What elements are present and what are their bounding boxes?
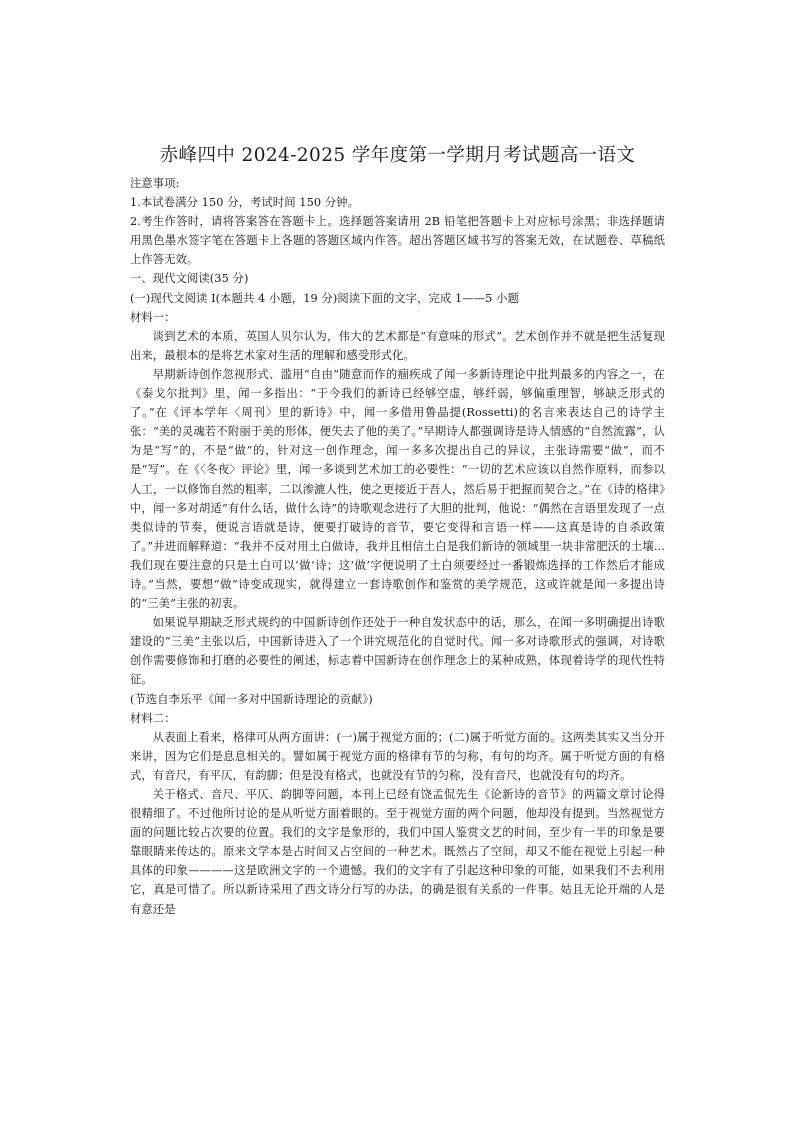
material1-label: 材料一： <box>130 310 176 324</box>
page-title: 赤峰四中 2024-2025 学年度第一学期月考试题高一语文 <box>159 145 636 166</box>
material1-paragraph: 早期新诗创作忽视形式、滥用“自由”随意而作的痼疾成了闻一多新诗理论中批判最多的内容之一，在《泰戈尔批判》里，闻一多指出：“于今我们的新诗已经够空虚，够纤弱，够偏重理智，够缺乏形式的了。”在《评本学年〈周刊〉里的新诗》中，闻一多借用鲁晶提(Rossetti)的名言来表达自己的诗学主张：“美的灵魂若不附丽于美的形体，便失去了他的美了。”早期诗人都强调诗是诗人情感的“自然流露”，认为是“写”的，不是“做”的，针对这一创作理念，闻一多多次提出自己的异议，主张诗需要“做”，而不是“写”。在《〈冬夜〉评论》里，闻一多谈到艺术加工的必要性：“一切的艺术应该以自然作原料，而参以人工，一以修饰自然的粗率，二以渗漉人性，使之更接近于吾人，然后易于把握而契合之。”在《诗的格律》中，闻一多对胡适“有什么话，做什么诗”的诗歌观念进行了大胆的批判，他说：“偶然在言语里发现了一点类似诗的节奏，便说言语就是诗，便要打破诗的音节，要它变得和言语一样——这真是诗的自杀政策了。”并进而解释道：“我并不反对用土白做诗，我并且相信土白是我们新诗的领域里一块非常肥沃的土壤...我们现在要注意的只是土白可以‘做’诗；这‘做’字便说明了土白须要经过一番锻炼选择的工作然后才能成诗。”当然，要想“做”诗变成现实，就得建立一套诗歌创作和鉴赏的美学规范，这或许就是闻一多提出诗的“三美”主张的初衷。 <box>130 367 665 611</box>
material1-source: (节选自李乐平《闻一多对中国新诗理论的贡献》) <box>130 692 373 706</box>
section-heading: 一、现代文阅读(35 分) <box>130 272 249 286</box>
material2-label: 材料二： <box>130 711 176 725</box>
material2-paragraph: 关于格式、音尺、平仄、韵脚等问题，本刊上已经有饶孟侃先生《论新诗的音节》的两篇文章讨论得很精细了。不过他所讨论的是从听觉方面着眼的。至于视觉方面的两个问题，他却没有提到。当然视觉方面的问题比较占次要的位置。我们的文字是象形的，我们中国人鉴赏文艺的时间，至少有一半的印象是要靠眼睛来传达的。原来文学本是占时间又占空间的一种艺术。既然占了空间，却又不能在视觉上引起一种具体的印象————这是欧洲文字的一个遗憾。我们的文字有了引起这种印象的可能，如果我们不去利用它，真是可惜了。所以新诗采用了西文诗分行写的办法，的确是很有关系的一件事。姑且无论开端的人是有意还是 <box>130 788 665 916</box>
document-body <box>130 143 665 919</box>
material1-paragraph: 如果说早期缺乏形式规约的中国新诗创作还处于一种自发状态中的话，那么，在闻一多明确提出诗歌建设的“三美”主张以后，中国新诗进入了一个讲究规范化的自觉时代。闻一多对诗歌形式的强调，对诗歌创作需要修饰和打磨的必要性的阐述，标志着中国新诗在创作理念上的某种成熟，体现着诗学的现代性特征。 <box>130 616 665 687</box>
notice-item-2: 2.考生作答时，请将答案答在答题卡上。选择题答案请用 2B 铅笔把答题卡上对应标号涂黑；非选择题请用黑色墨水签字笔在答题卡上各题的答题区域内作答。超出答题区域书写的答案无效，在试题卷、草稿纸上作答无效。 <box>130 215 665 267</box>
material1-paragraph: 谈到艺术的本质，英国人贝尔认为，伟大的艺术都是“有意味的形式”。艺术创作并不就是把生活复现出来，最根本的是将艺术家对生活的理解和感受形式化。 <box>130 329 665 362</box>
subsection-heading: (一)现代文阅读 I(本题共 4 小题，19 分)阅读下面的文字，完成 1——5 小题 <box>130 291 519 305</box>
material2-paragraph: 从表面上看来，格律可从两方面讲：(一)属于视觉方面的；(二)属于听觉方面的。这两类其实又当分开来讲，因为它们是息息相关的。譬如属于视觉方面的格律有节的匀称，有句的均齐。属于听觉方面的有格式，有音尺，有平仄，有韵脚；但是没有格式，也就没有节的匀称，没有音尺，也就没有句的均齐。 <box>130 730 665 782</box>
notice-heading: 注意事项: <box>130 177 180 190</box>
notice-item-1: 1.本试卷满分 150 分，考试时间 150 分钟。 <box>130 196 360 210</box>
